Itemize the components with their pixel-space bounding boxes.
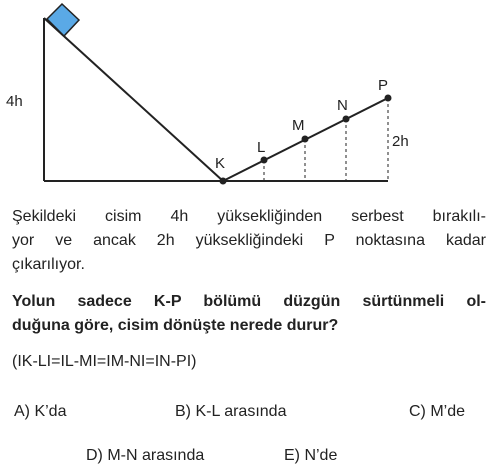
question-line: duğuna göre, cisim dönüşte nerede durur? xyxy=(12,317,339,334)
segment-condition: (IK-LI=IL-MI=IM-NI=IN-PI) xyxy=(12,353,197,370)
question-line: Yolun sadece K-P bölümü düzgün sürtünmeli ol- xyxy=(12,293,486,310)
label-k: K xyxy=(215,155,226,172)
physics-figure xyxy=(0,0,497,195)
point-p-dot xyxy=(385,95,392,102)
label-n: N xyxy=(337,97,348,114)
label-m: M xyxy=(292,117,305,134)
incline-diagram xyxy=(0,0,497,195)
label-p: P xyxy=(378,77,389,94)
description-line: çıkarılıyor. xyxy=(12,256,85,273)
label-2h: 2h xyxy=(392,133,409,150)
option-a[interactable]: A) K’da xyxy=(14,403,67,420)
description-line: Şekildeki cisim 4h yüksekliğinden serbest bırakılı- xyxy=(12,208,486,225)
question-text xyxy=(12,290,486,338)
sliding-block xyxy=(47,4,79,36)
point-n-dot xyxy=(343,116,350,123)
problem-description xyxy=(12,205,486,277)
descending-slope xyxy=(44,18,226,181)
description-line: yor ve ancak 2h yüksekliğindeki P noktasına kadar xyxy=(12,232,486,249)
label-l: L xyxy=(257,139,266,156)
option-b[interactable]: B) K-L arasında xyxy=(175,403,287,420)
option-c[interactable]: C) M’de xyxy=(409,403,466,420)
label-4h: 4h xyxy=(6,93,23,110)
option-e[interactable]: E) N’de xyxy=(284,447,338,464)
option-d[interactable]: D) M-N arasında xyxy=(86,447,205,464)
point-l-dot xyxy=(261,157,268,164)
point-k-dot xyxy=(220,178,227,185)
point-m-dot xyxy=(302,136,309,143)
